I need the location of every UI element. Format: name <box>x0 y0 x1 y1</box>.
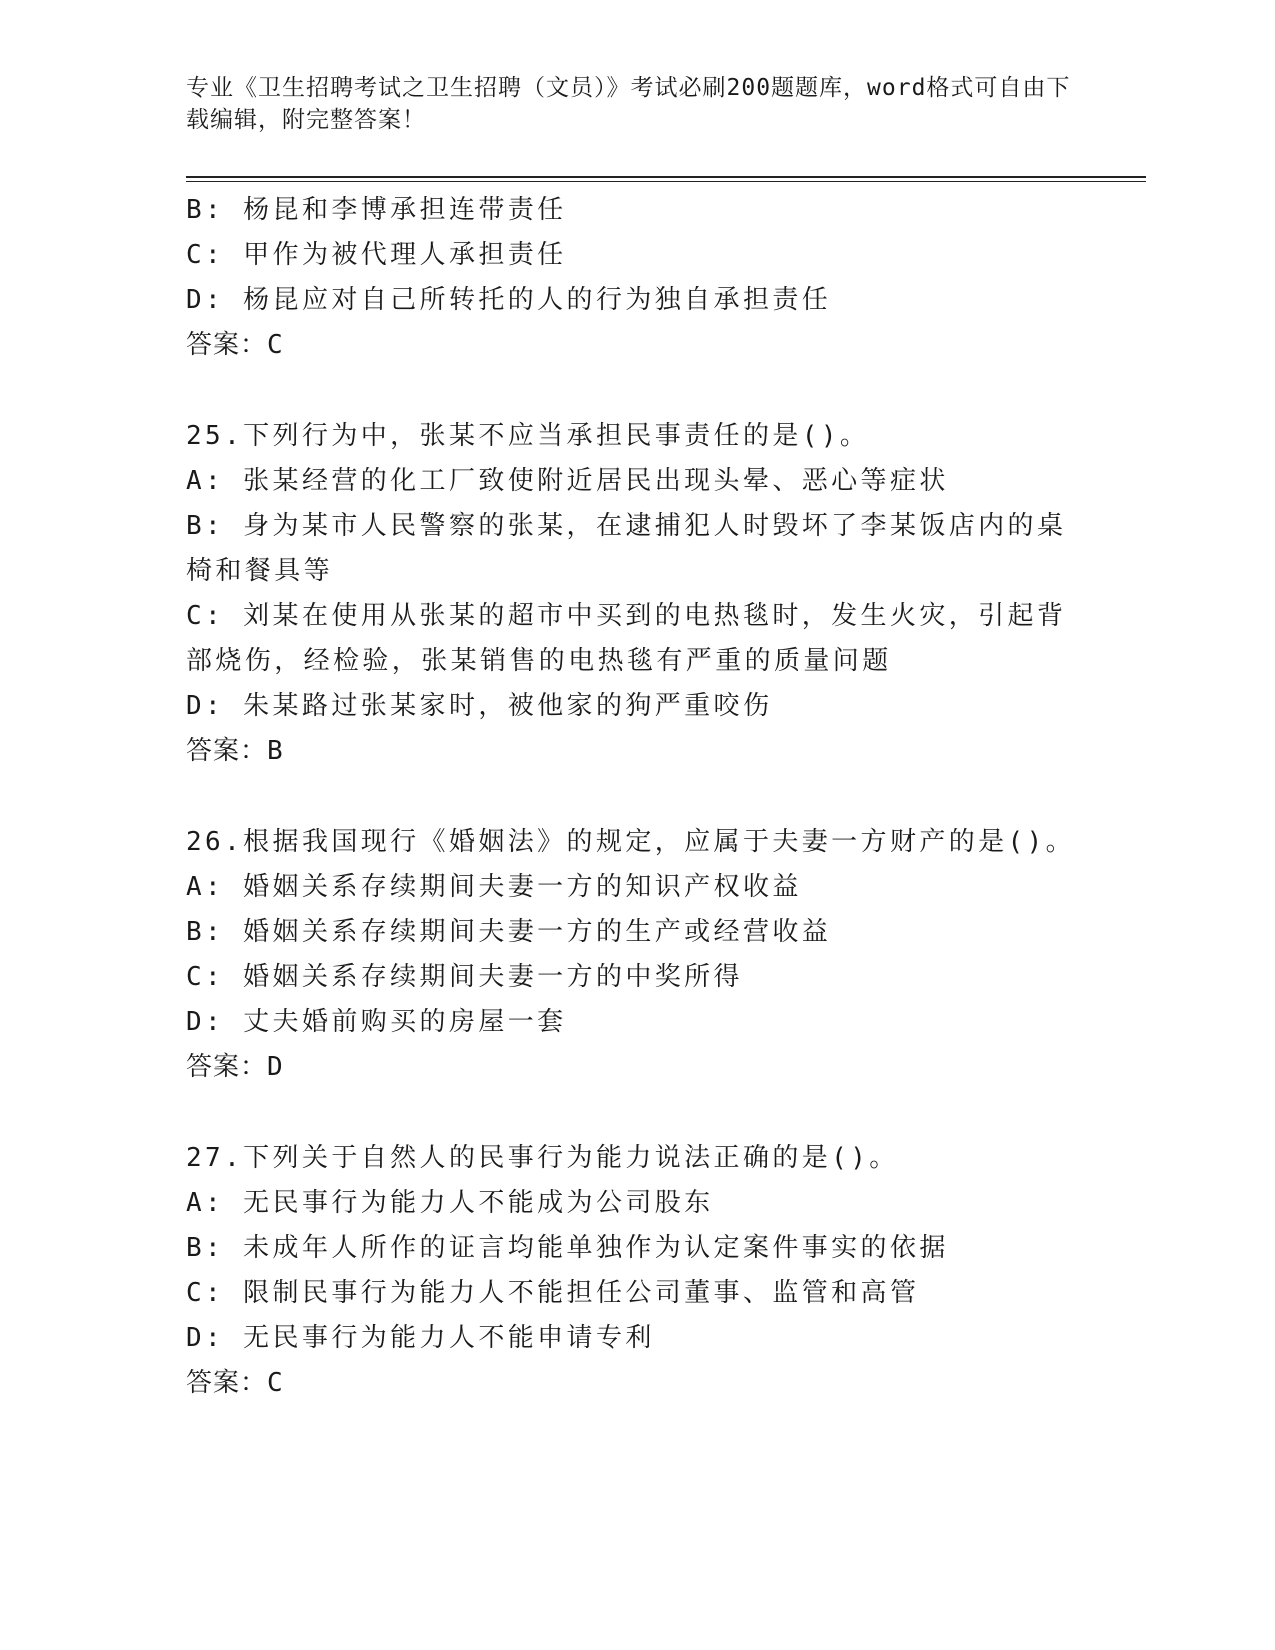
answer: 答案：D <box>186 1052 284 1082</box>
option-b: B: 身为某市人民警察的张某，在逮捕犯人时毁坏了李某饭店内的桌椅和餐具等 <box>186 511 1067 586</box>
question-stem: 25.下列行为中，张某不应当承担民事责任的是()。 <box>186 421 870 451</box>
option-d: D: 杨昆应对自己所转托的人的行为独自承担责任 <box>186 285 832 315</box>
header-rule-thick <box>186 176 1146 178</box>
question-stem: 26.根据我国现行《婚姻法》的规定，应属于夫妻一方财产的是()。 <box>186 827 1076 857</box>
option-d: D: 朱某路过张某家时，被他家的狗严重咬伤 <box>186 691 773 721</box>
answer: 答案：C <box>186 1368 284 1398</box>
prev-question <box>186 188 1086 368</box>
option-a: A: 婚姻关系存续期间夫妻一方的知识产权收益 <box>186 872 802 902</box>
option-c: C: 限制民事行为能力人不能担任公司董事、监管和高管 <box>186 1278 920 1308</box>
question-content <box>186 188 1086 1406</box>
document-header: 专业《卫生招聘考试之卫生招聘（文员）》考试必刷200题题库，word格式可自由下载编辑，附完整答案！ <box>186 75 1071 133</box>
answer: 答案：C <box>186 330 284 360</box>
option-d: D: 丈夫婚前购买的房屋一套 <box>186 1007 567 1037</box>
answer: 答案：B <box>186 736 284 766</box>
option-c: C: 刘某在使用从张某的超市中买到的电热毯时，发生火灾，引起背部烧伤，经检验，张某销售的电热毯有严重的质量问题 <box>186 601 1067 676</box>
question-25 <box>186 414 1086 774</box>
question-26 <box>186 820 1086 1090</box>
option-d: D: 无民事行为能力人不能申请专利 <box>186 1323 655 1353</box>
option-b: B: 婚姻关系存续期间夫妻一方的生产或经营收益 <box>186 917 832 947</box>
option-a: A: 张某经营的化工厂致使附近居民出现头晕、恶心等症状 <box>186 466 949 496</box>
question-27 <box>186 1136 1086 1406</box>
option-b: B: 杨昆和李博承担连带责任 <box>186 195 567 225</box>
option-c: C: 婚姻关系存续期间夫妻一方的中奖所得 <box>186 962 743 992</box>
question-stem: 27.下列关于自然人的民事行为能力说法正确的是()。 <box>186 1143 899 1173</box>
option-a: A: 无民事行为能力人不能成为公司股东 <box>186 1188 714 1218</box>
option-c: C: 甲作为被代理人承担责任 <box>186 240 567 270</box>
header-rule-thin <box>186 181 1146 182</box>
option-b: B: 未成年人所作的证言均能单独作为认定案件事实的依据 <box>186 1233 949 1263</box>
